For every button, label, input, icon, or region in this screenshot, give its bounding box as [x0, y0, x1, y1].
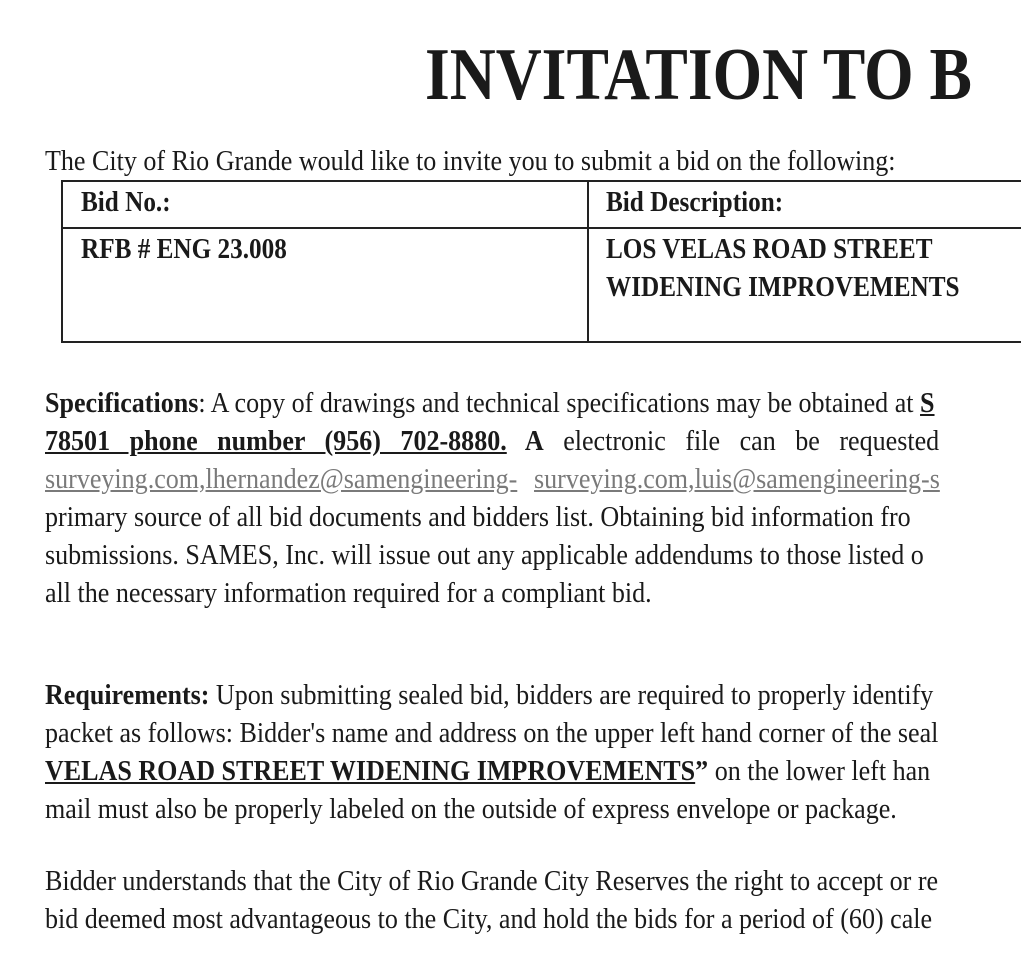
specifications-bold-a: A [506, 426, 544, 457]
specifications-line6: all the necessary information required for a compliant bid. [45, 578, 652, 609]
email-link-luis[interactable]: surveying.com,luis@samengineering-s [534, 464, 940, 495]
page-title: INVITATION TO B [425, 34, 973, 116]
requirements-line1 [45, 682, 933, 710]
closing-quote: ” [695, 756, 709, 787]
requirements-text: Upon submitting sealed bid, bidders are required to properly identify [209, 680, 934, 711]
table-header-divider [63, 227, 1021, 229]
table-column-divider [587, 182, 589, 341]
bid-description-line2: WIDENING IMPROVEMENTS [606, 272, 960, 303]
requirements-line2: packet as follows: Bidder's name and address on the upper left hand corner of the seal [45, 718, 939, 749]
email-link-lhernandez[interactable]: surveying.com,lhernandez@samengineering- [45, 464, 518, 495]
header-bid-no: Bid No.: [81, 187, 171, 218]
bidder-line1: Bidder understands that the City of Rio Grande City Reserves the right to accept or re [45, 866, 939, 897]
specifications-line2-text: electronic file can be requested [543, 426, 940, 457]
requirements-line3 [45, 758, 930, 786]
intro-text: The City of Rio Grande would like to invite you to submit a bid on the following: [45, 146, 896, 177]
bidder-line2: bid deemed most advantageous to the City, and hold the bids for a period of (60) cale [45, 904, 933, 935]
bid-table [61, 180, 1021, 343]
requirements-line4: mail must also be properly labeled on the outside of express envelope or package. [45, 794, 897, 825]
phone-number-text: 78501 phone number (956) 702-8880. [45, 426, 507, 457]
specifications-text: : A copy of drawings and technical specifications may be obtained at [198, 388, 921, 419]
specifications-line2 [45, 428, 939, 456]
specifications-line4: primary source of all bid documents and bidders list. Obtaining bid information fro [45, 502, 911, 533]
specifications-label: Specifications [45, 388, 199, 419]
requirements-line3-text: on the lower left han [708, 756, 931, 787]
specifications-line3 [45, 466, 940, 494]
bid-description-line1: LOS VELAS ROAD STREET [606, 234, 933, 265]
specifications-cut-link[interactable]: S [920, 388, 935, 419]
requirements-label: Requirements: [45, 680, 210, 711]
specifications-line1 [45, 390, 935, 418]
header-bid-description: Bid Description: [606, 187, 784, 218]
bid-number: RFB # ENG 23.008 [81, 234, 287, 265]
specifications-line5: submissions. SAMES, Inc. will issue out any applicable addendums to those listed o [45, 540, 924, 571]
project-name-underlined: VELAS ROAD STREET WIDENING IMPROVEMENTS [45, 756, 696, 787]
